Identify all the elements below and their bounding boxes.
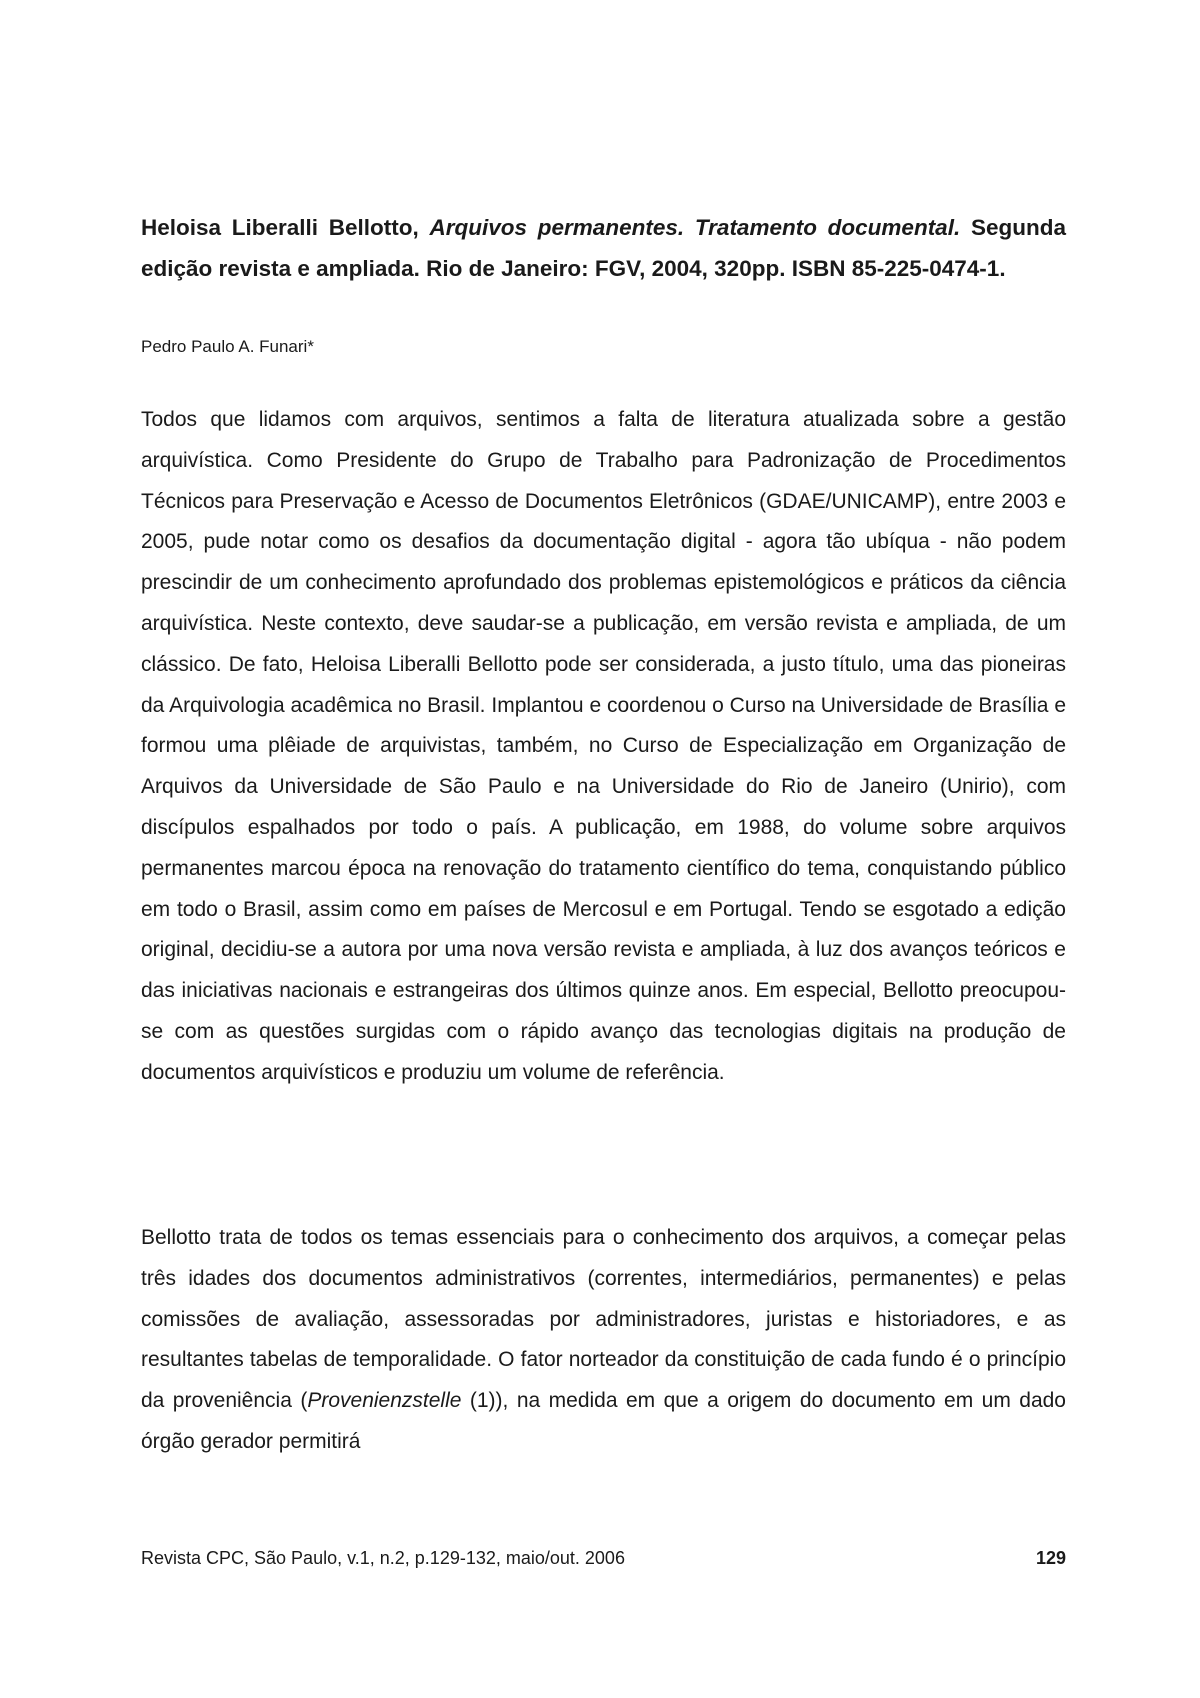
paragraph-2-text-start: Bellotto trata de todos os temas essenciais para o conhecimento dos arquivos, a começar pelas três idades dos documentos administrativos (correntes, intermediários, permanentes) e pelas comissões de avaliação, assessoradas por administradores, juristas e historiadores, e as resultantes tabelas de temporalidade. O fator norteador da constituição de cada fundo é o princípio da proveniência ( — [141, 1226, 1066, 1413]
publication-details: Segunda edição revista e ampliada. Rio de Janeiro: FGV, 2004, 320pp. ISBN 85-225-0474-1. — [141, 215, 1066, 281]
page-number: 129 — [1035, 1548, 1066, 1568]
page-footer — [141, 1545, 1066, 1571]
body-paragraph-1: Todos que lidamos com arquivos, sentimos a falta de literatura atualizada sobre a gestão arquivística. Como Presidente do Grupo de Trabalho para Padronização de Procedimentos Técnicos para Preservação e Acesso de Documentos Eletrônicos (GDAE/UNICAMP), entre 2003 e 2005, pude notar como os desafios da documentação digital - agora tão ubíqua - não podem prescindir de um conhecimento aprofundado dos problemas epistemológicos e práticos da ciência arquivística. Neste contexto, deve saudar-se a publicação, em versão revista e ampliada, de um clássico. De fato, Heloisa Liberalli Bellotto pode ser considerada, a justo título, uma das pioneiras da Arquivologia acadêmica no Brasil. Implantou e coordenou o Curso na Universidade de Brasília e formou uma plêiade de arquivistas, também, no Curso de Especialização em Organização de Arquivos da Universidade de São Paulo e na Universidade do Rio de Janeiro (Unirio), com discípulos espalhados por todo o país. A publicação, em 1988, do volume sobre arquivos permanentes marcou época na renovação do tratamento científico do tema, conquistando público em todo o Brasil, assim como em países de Mercosul e em Portugal. Tendo se esgotado a edição original, decidiu-se a autora por uma nova versão revista e ampliada, à luz dos avanços teóricos e das iniciativas nacionais e estrangeiras dos últimos quinze anos. Em especial, Bellotto preocupou-se com as questões surgidas com o rápido avanço das tecnologias digitais na produção de documentos arquivísticos e produziu um volume de referência. — [141, 408, 1066, 1084]
body-paragraph-2 — [141, 1218, 1066, 1463]
journal-citation: Revista CPC, São Paulo, v.1, n.2, p.129-132, maio/out. 2006 — [141, 1548, 625, 1568]
reviewer-name: Pedro Paulo A. Funari* — [141, 337, 314, 356]
book-title: Arquivos permanentes. Tratamento documental. — [429, 215, 961, 240]
book-author: Heloisa Liberalli Bellotto, — [141, 215, 419, 240]
review-heading — [141, 207, 1066, 289]
provenance-term: Provenienzstelle — [307, 1389, 462, 1413]
paragraph-2-text-end: (1)), na medida em que a origem do documento em um dado órgão gerador permitirá — [141, 1389, 1066, 1453]
document-page — [141, 0, 1066, 1698]
